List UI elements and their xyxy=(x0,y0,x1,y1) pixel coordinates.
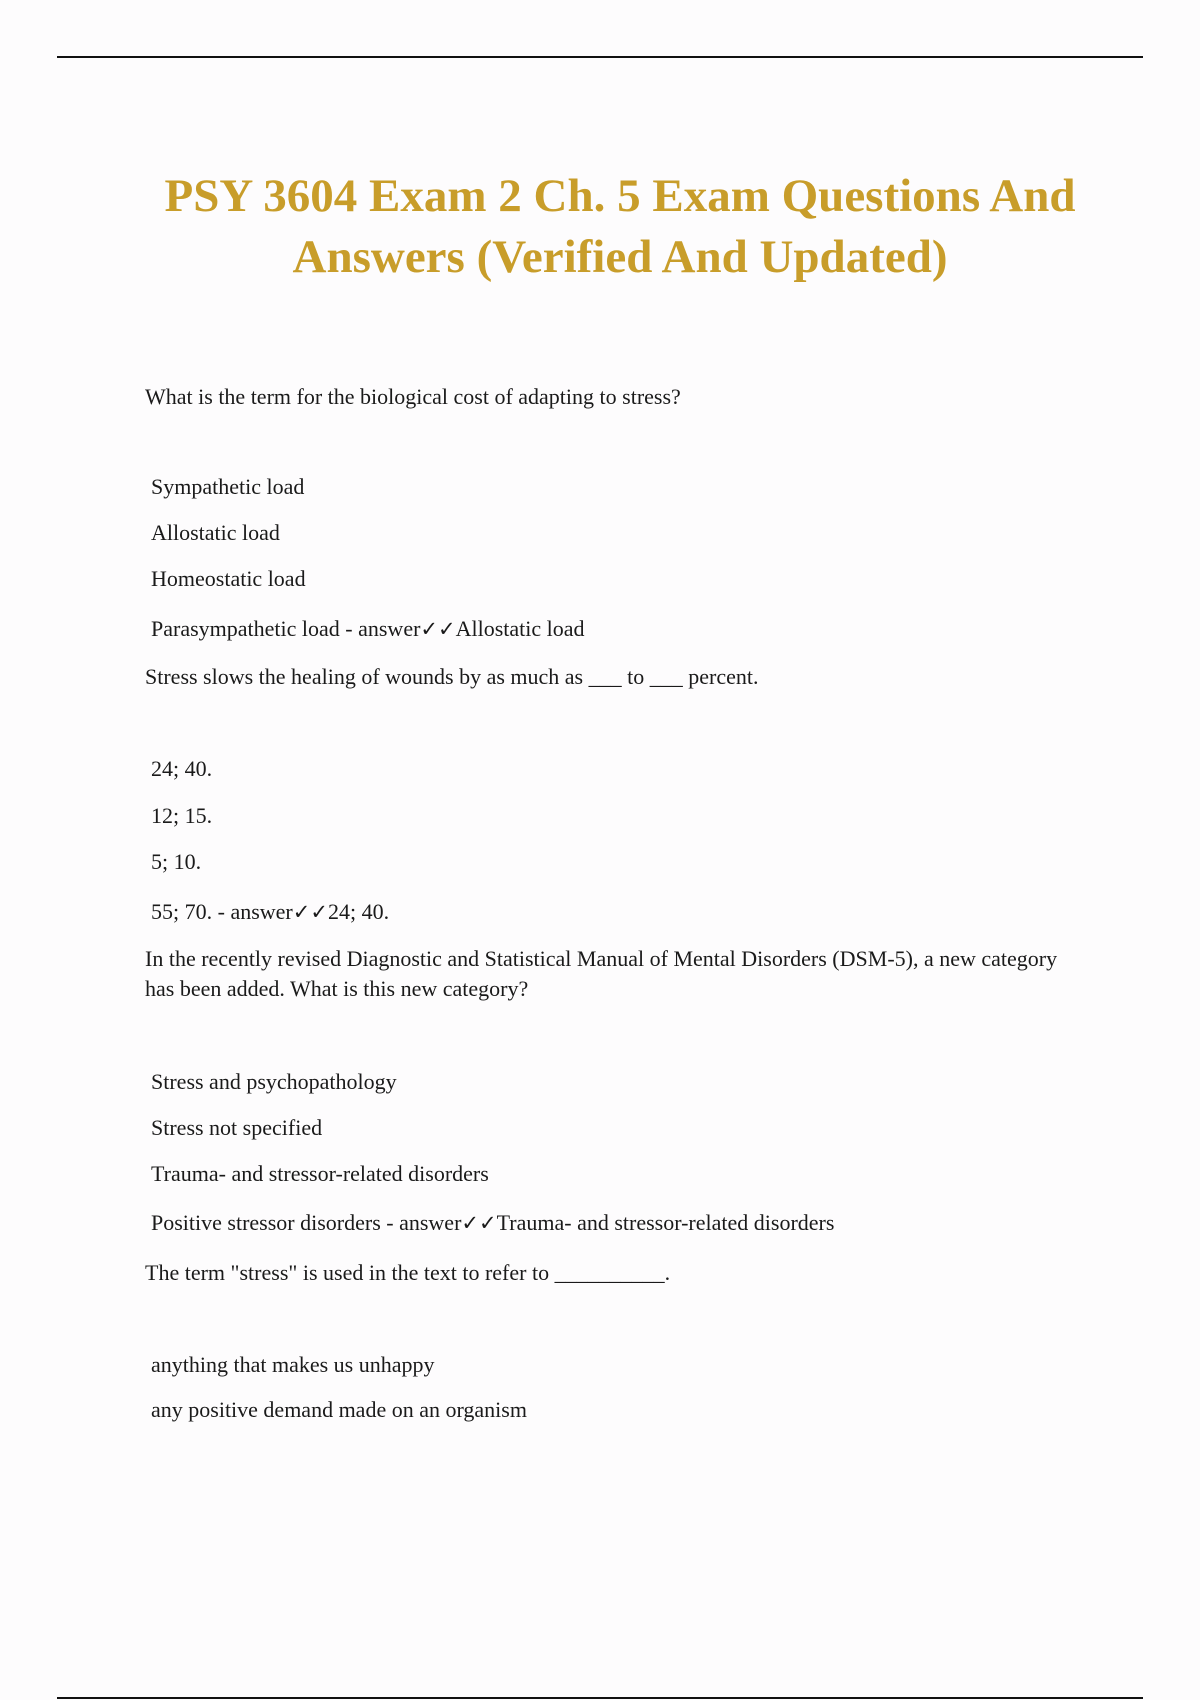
q3-option-2: Stress not specified xyxy=(151,1115,323,1140)
q2-option-4: 55; 70. - answer xyxy=(151,899,293,924)
q3-option-3: Trauma- and stressor-related disorders xyxy=(151,1161,489,1186)
q1-option-3: Homeostatic load xyxy=(151,566,306,591)
header-rule xyxy=(57,56,1143,58)
question-2: Stress slows the healing of wounds by as much as ___ to ___ percent. xyxy=(145,664,759,689)
q1-option-2: Allostatic load xyxy=(151,520,280,545)
question-1: What is the term for the biological cost of adapting to stress? xyxy=(145,384,681,409)
q4-option-1: anything that makes us unhappy xyxy=(151,1352,435,1377)
question-3: In the recently revised Diagnostic and Statistical Manual of Mental Disorders (DSM-5), a new category has been added. What is this new category? xyxy=(145,946,1058,1001)
q1-option-4-with-answer xyxy=(151,614,585,644)
q2-option-2: 12; 15. xyxy=(151,803,213,828)
check-mark-icon: ✓✓ xyxy=(420,617,456,641)
q3-answer: Trauma- and stressor-related disorders xyxy=(496,1210,835,1235)
q2-option-3: 5; 10. xyxy=(151,849,202,874)
q3-option-4-with-answer xyxy=(151,1208,834,1238)
q1-option-1: Sympathetic load xyxy=(151,474,305,499)
q1-option-4: Parasympathetic load - answer xyxy=(151,616,421,641)
q2-option-4-with-answer xyxy=(151,897,389,927)
q2-answer: 24; 40. xyxy=(327,899,390,924)
check-mark-icon: ✓✓ xyxy=(292,900,328,924)
q3-option-1: Stress and psychopathology xyxy=(151,1069,397,1094)
q1-answer: Allostatic load xyxy=(455,616,585,641)
question-4: The term "stress" is used in the text to refer to __________. xyxy=(145,1260,671,1285)
q4-option-2: any positive demand made on an organism xyxy=(151,1397,527,1422)
footer-rule xyxy=(57,1697,1143,1699)
q3-option-4: Positive stressor disorders - answer xyxy=(151,1210,462,1235)
q2-option-1: 24; 40. xyxy=(151,756,213,781)
check-mark-icon: ✓✓ xyxy=(461,1211,497,1235)
document-title: PSY 3604 Exam 2 Ch. 5 Exam Questions And Answers (Verified And Updated) xyxy=(164,170,1076,283)
